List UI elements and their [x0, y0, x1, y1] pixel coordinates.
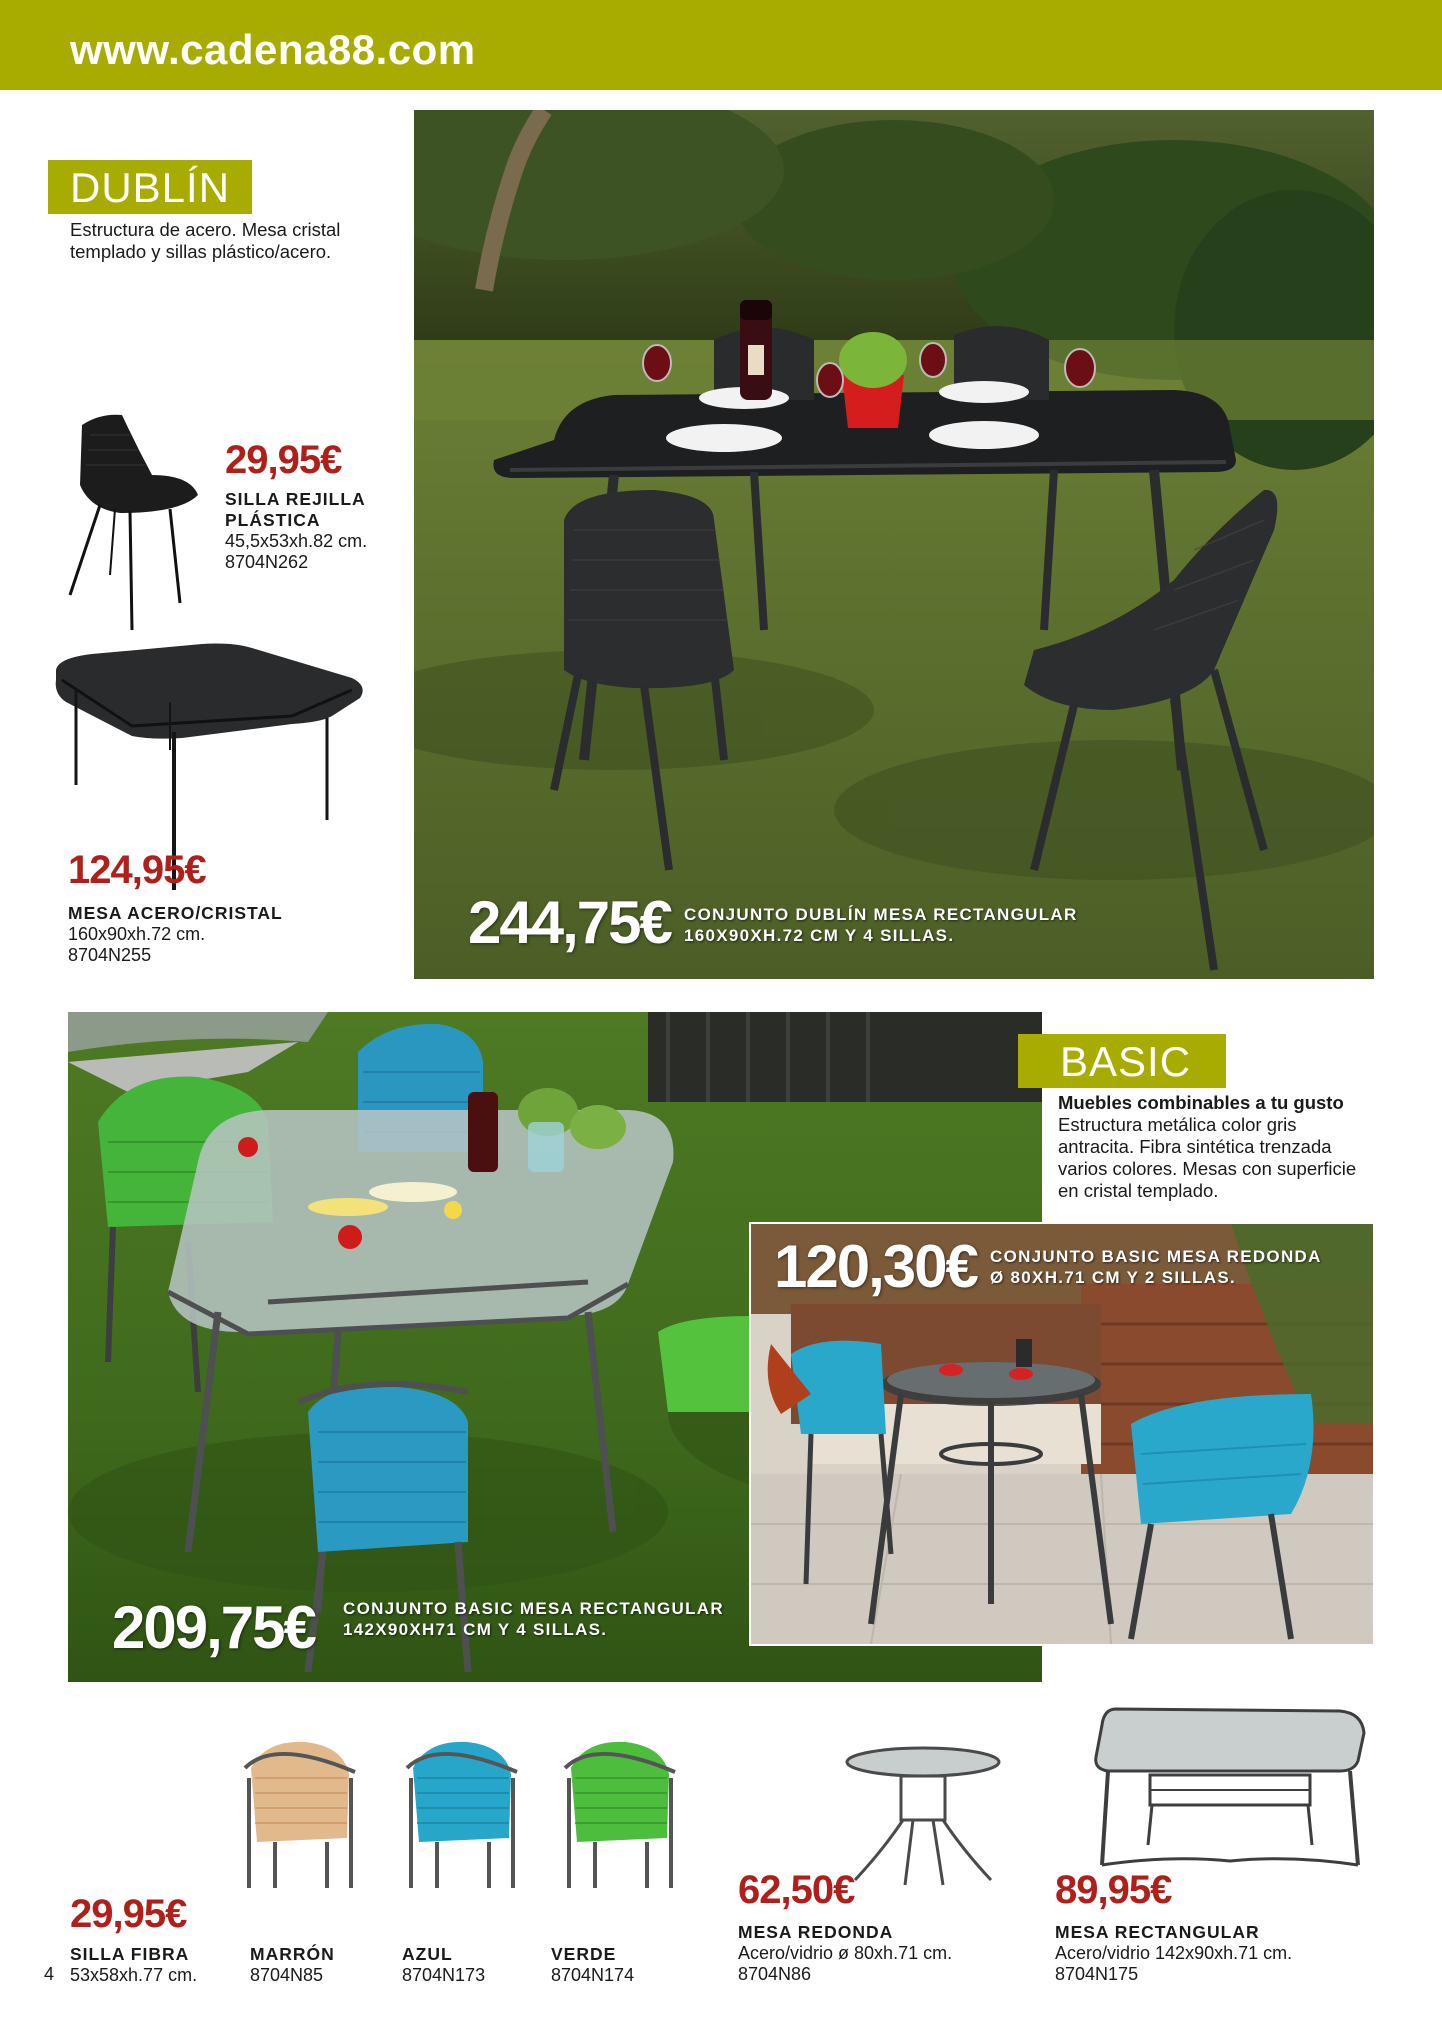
- fiber-chair-info: [70, 1944, 197, 1986]
- rect-table-info: [1055, 1922, 1292, 1985]
- dublin-description: [70, 219, 340, 263]
- round-table-ref: 8704N86: [738, 1964, 812, 1984]
- chair-verde-image[interactable]: [555, 1738, 685, 1893]
- rect-table-ref: 8704N175: [1055, 1964, 1139, 1984]
- dublin-table-name: MESA ACERO/CRISTAL: [68, 903, 283, 923]
- dublin-chair-image[interactable]: [60, 405, 210, 635]
- variant-marron: [250, 1944, 335, 1986]
- dublin-table-size: 160x90xh.72 cm.: [68, 924, 206, 944]
- round-table-price: 62,50€: [738, 1868, 855, 1912]
- basic-round-set-description: [990, 1246, 1322, 1288]
- round-table-name: MESA REDONDA: [738, 1922, 894, 1942]
- variant-marron-ref: 8704N85: [250, 1965, 324, 1985]
- variant-azul-ref: 8704N173: [402, 1965, 486, 1985]
- rect-table-spec: Acero/vidrio 142x90xh.71 cm.: [1055, 1943, 1293, 1963]
- basic-round-set-desc-line1: CONJUNTO BASIC MESA REDONDA: [990, 1247, 1322, 1266]
- chair-marron-image[interactable]: [235, 1738, 365, 1893]
- dublin-set-desc-line1: CONJUNTO DUBLÍN MESA RECTANGULAR: [684, 905, 1078, 924]
- rect-table-name: MESA RECTANGULAR: [1055, 1922, 1260, 1942]
- basic-rect-set-price: 209,75€: [112, 1594, 315, 1661]
- variant-verde-name: VERDE: [551, 1944, 617, 1964]
- dublin-set-photo[interactable]: [414, 110, 1374, 979]
- basic-round-set-desc-line2: Ø 80XH.71 CM Y 2 SILLAS.: [990, 1268, 1236, 1287]
- dublin-chair-info: [225, 489, 367, 573]
- variant-verde: [551, 1944, 634, 1986]
- dublin-description-line2: templado y sillas plástico/acero.: [70, 241, 332, 262]
- variant-verde-ref: 8704N174: [551, 1965, 635, 1985]
- basic-desc-line3: varios colores. Mesas con superficie: [1058, 1158, 1357, 1179]
- site-url-link[interactable]: www.cadena88.com: [70, 26, 476, 73]
- variant-azul-name: AZUL: [402, 1944, 453, 1964]
- rect-table-price: 89,95€: [1055, 1868, 1172, 1912]
- basic-rect-set-desc-line2: 142X90XH71 CM Y 4 SILLAS.: [343, 1620, 608, 1639]
- round-table-image[interactable]: [843, 1740, 1003, 1890]
- basic-desc-line2: antracita. Fibra sintética trenzada: [1058, 1136, 1332, 1157]
- dublin-chair-name-line2: PLÁSTICA: [225, 510, 321, 530]
- dublin-chair-ref: 8704N262: [225, 552, 309, 572]
- basic-desc-line4: en cristal templado.: [1058, 1180, 1219, 1201]
- basic-description: [1058, 1092, 1356, 1202]
- chair-azul-image[interactable]: [397, 1738, 527, 1893]
- dublin-set-desc-line2: 160X90XH.72 CM Y 4 SILLAS.: [684, 926, 955, 945]
- basic-rect-set-desc-line1: CONJUNTO BASIC MESA RECTANGULAR: [343, 1599, 724, 1618]
- dublin-chair-name-line1: SILLA REJILLA: [225, 489, 366, 509]
- round-table-spec: Acero/vidrio ø 80xh.71 cm.: [738, 1943, 953, 1963]
- dublin-set-price: 244,75€: [468, 889, 671, 956]
- dublin-title-tag: DUBLÍN: [48, 160, 252, 214]
- variant-marron-name: MARRÓN: [250, 1944, 335, 1964]
- basic-rect-set-description: [343, 1598, 724, 1640]
- fiber-chair-size: 53x58xh.77 cm.: [70, 1965, 198, 1985]
- rect-table-image[interactable]: [1090, 1705, 1370, 1875]
- fiber-chair-price: 29,95€: [70, 1892, 187, 1936]
- dublin-chair-size: 45,5x53xh.82 cm.: [225, 531, 368, 551]
- fiber-chair-name: SILLA FIBRA: [70, 1944, 190, 1964]
- dublin-table-info: [68, 903, 283, 966]
- round-table-info: [738, 1922, 952, 1985]
- page-number: 4: [44, 1964, 55, 1984]
- dublin-set-description: [684, 904, 1078, 946]
- dublin-table-ref: 8704N255: [68, 945, 152, 965]
- dublin-table-price: 124,95€: [68, 848, 206, 892]
- basic-subtitle: Muebles combinables a tu gusto: [1058, 1092, 1344, 1113]
- dublin-chair-price: 29,95€: [225, 438, 342, 482]
- basic-round-set-price: 120,30€: [774, 1233, 977, 1300]
- basic-desc-line1: Estructura metálica color gris: [1058, 1114, 1297, 1135]
- variant-azul: [402, 1944, 485, 1986]
- basic-title-tag: BASIC: [1018, 1034, 1226, 1088]
- dublin-description-line1: Estructura de acero. Mesa cristal: [70, 219, 341, 240]
